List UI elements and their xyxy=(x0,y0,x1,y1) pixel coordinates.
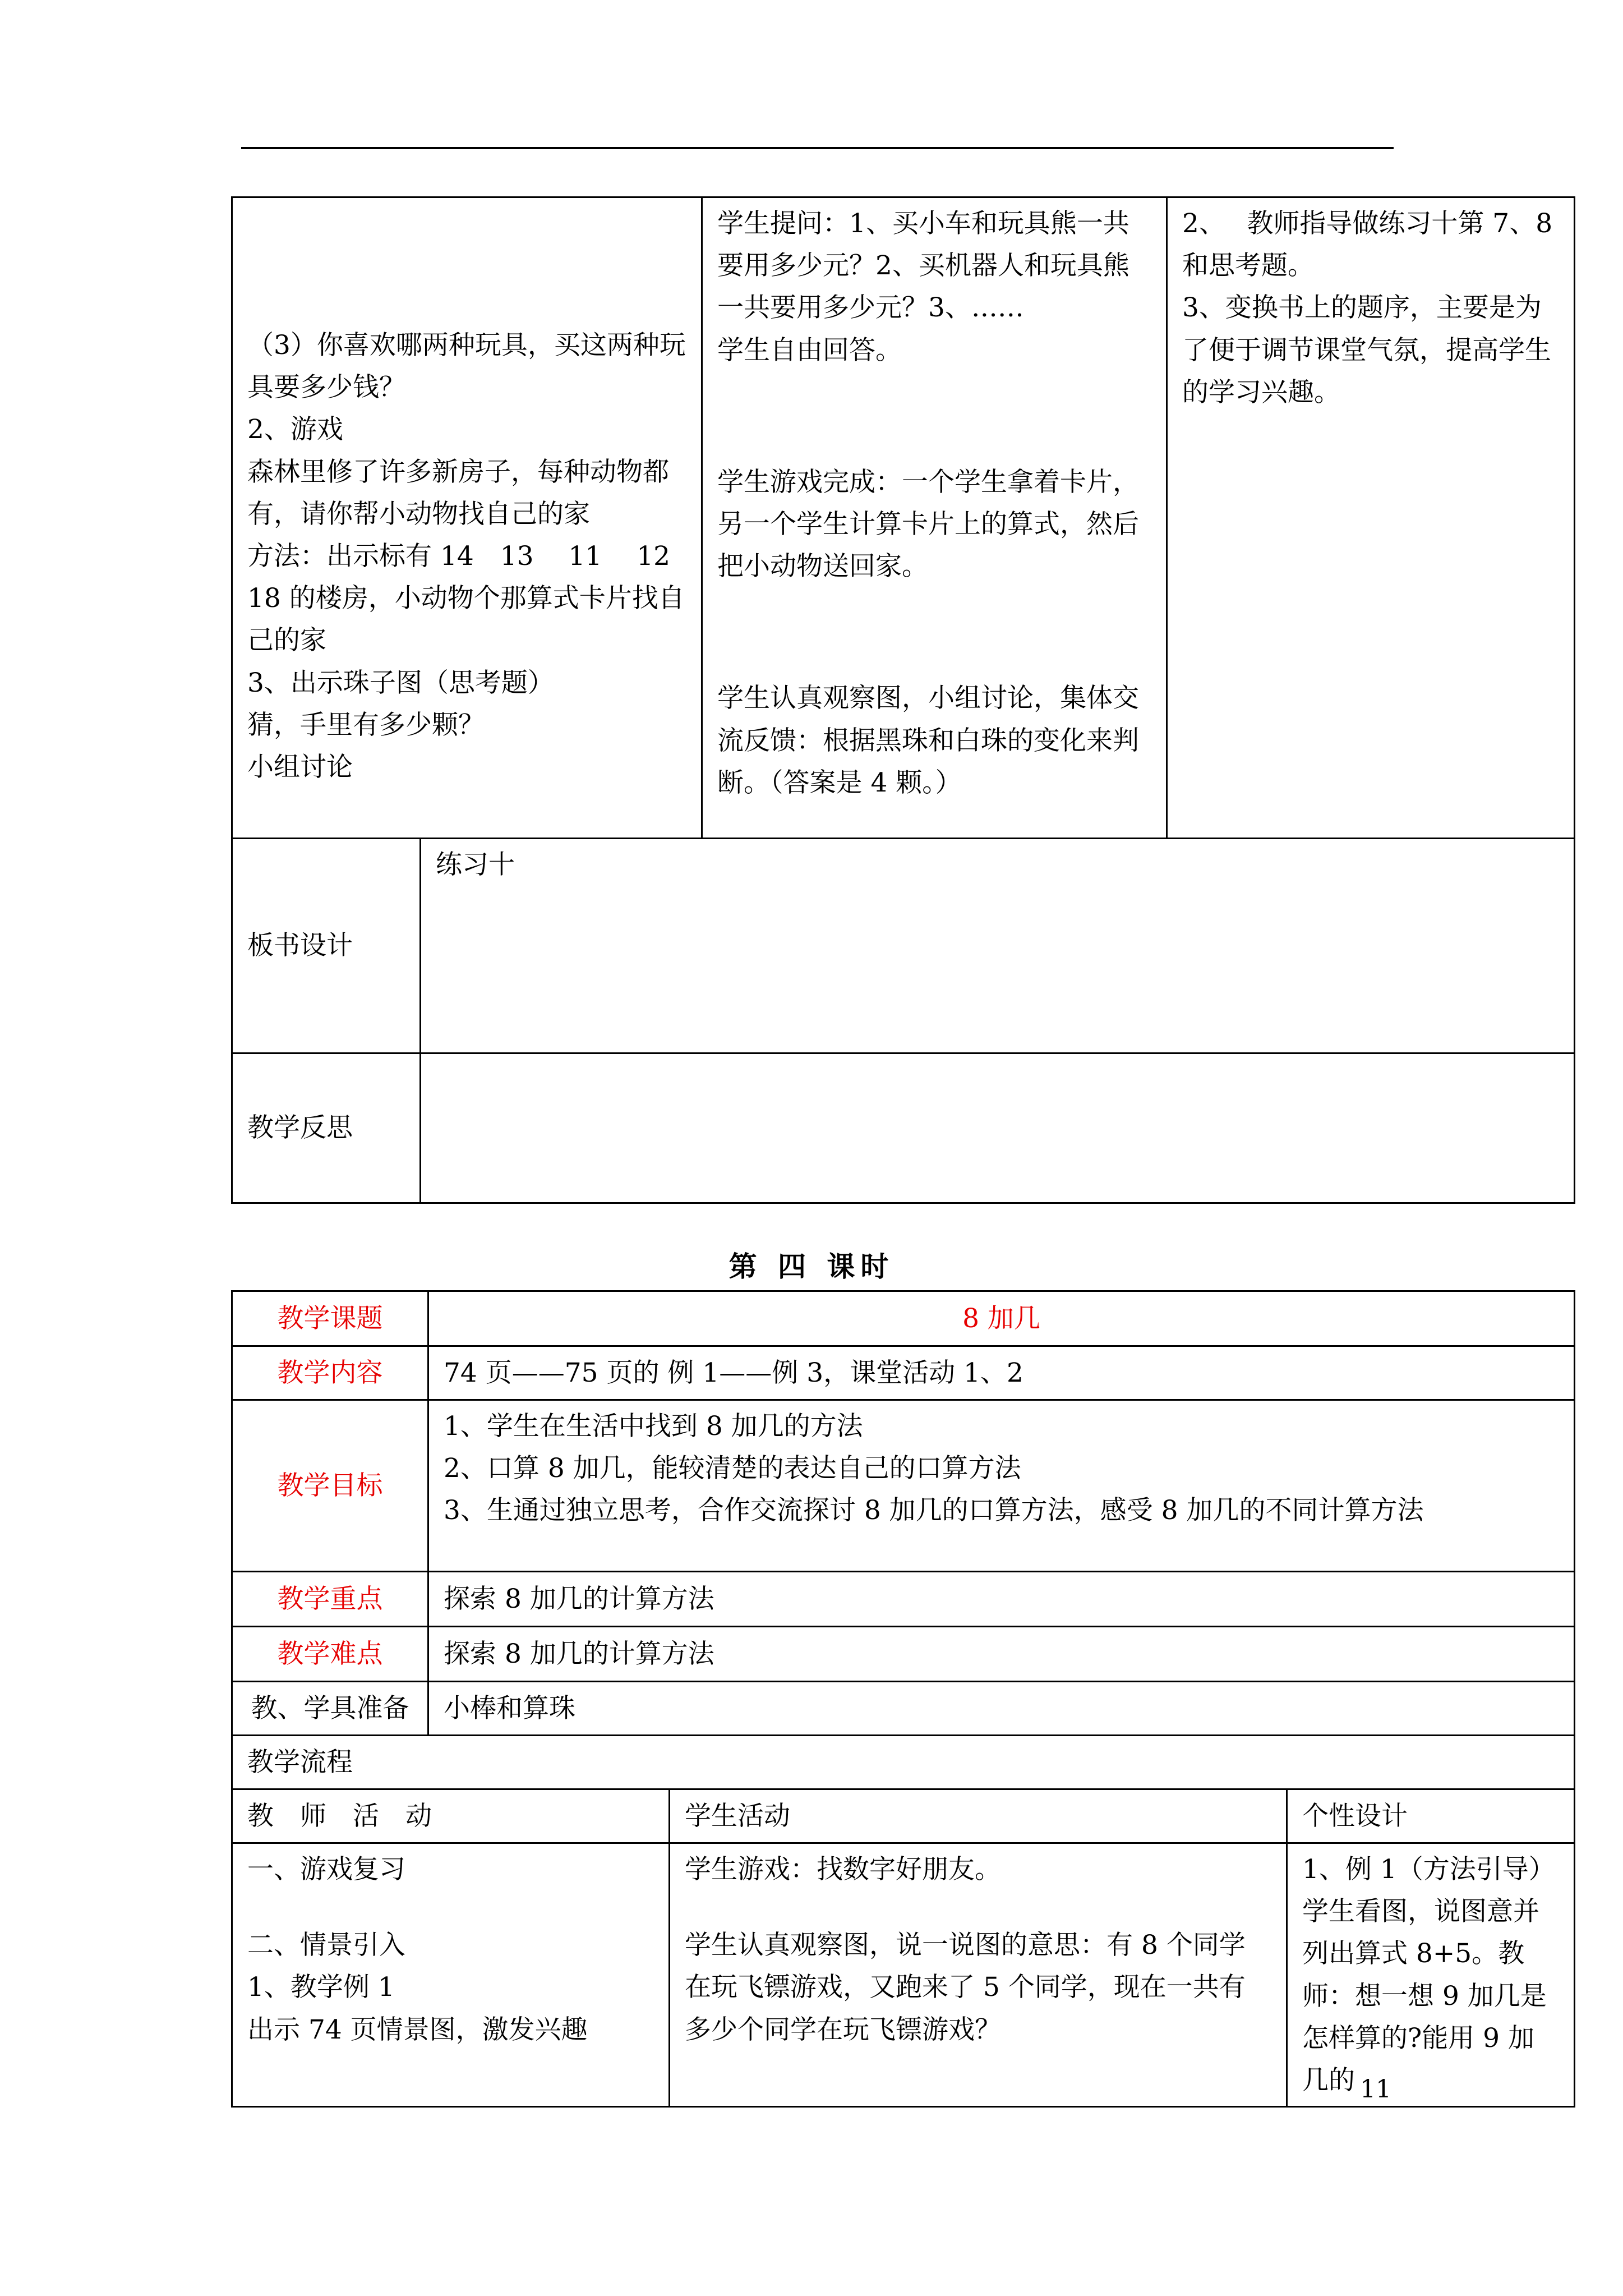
lesson-table xyxy=(231,1290,1575,2108)
header-rule xyxy=(241,147,1394,149)
topic-label: 教学课题 xyxy=(232,1291,428,1346)
flow-row xyxy=(232,1736,1575,1789)
board-design-content: 练习十 xyxy=(421,839,1575,1053)
teacher-activity-header: 教 师 活 动 xyxy=(232,1789,670,1843)
goals-label: 教学目标 xyxy=(232,1400,428,1572)
activities-row xyxy=(232,197,1575,839)
text-line: 学生提问：1、买小车和玩具熊一共要用多少元？2、买机器人和玩具熊一共要用多少元？3、…… xyxy=(717,208,1129,324)
teacher-activity-body xyxy=(232,1843,670,2107)
text-line: 方法：出示标有 14 13 11 12 18 的楼房，小动物个那算式卡片找自己的家 xyxy=(247,540,697,656)
text-line: 2、 教师指导做练习十第 7、8 和思考题。 xyxy=(1182,208,1553,282)
difficulty-row xyxy=(232,1627,1575,1682)
text-line: （3）你喜欢哪两种玩具，买这两种玩具要多少钱？ xyxy=(247,330,686,403)
key-point-value: 探索 8 加几的计算方法 xyxy=(428,1572,1575,1627)
topic-row xyxy=(232,1291,1575,1346)
text-line: 学生游戏完成：一个学生拿着卡片，另一个学生计算卡片上的算式，然后把小动物送回家。 xyxy=(717,466,1140,582)
text-line: 学生自由回答。 xyxy=(717,334,902,366)
text-line: 猜，手里有多少颗？ xyxy=(247,709,485,740)
page-number: 11 xyxy=(1360,2075,1391,2104)
text-line: 学生认真观察图，说一说图的意思：有 8 个同学在玩飞镖游戏，又跑来了 5 个同学，现在一共有多少个同学在玩飞镖游戏？ xyxy=(685,1930,1246,2045)
teacher-activity-cell xyxy=(232,197,702,839)
reflection-content xyxy=(421,1053,1575,1203)
student-activity-body xyxy=(670,1843,1287,2107)
section-title: 第 四 课时 xyxy=(728,1250,895,1283)
reflection-row xyxy=(232,1053,1575,1203)
key-point-label: 教学重点 xyxy=(232,1572,428,1627)
content-value: 74 页——75 页的 例 1——例 3，课堂活动 1、2 xyxy=(428,1346,1575,1400)
personal-design-header: 个性设计 xyxy=(1287,1789,1575,1843)
goal-item: 3、生通过独立思考，合作交流探讨 8 加几的口算方法，感受 8 加几的不同计算方法 xyxy=(444,1495,1424,1526)
difficulty-label: 教学难点 xyxy=(232,1627,428,1682)
text-line: 3、变换书上的题序，主要是为了便于调节课堂气氛，提高学生的学习兴趣。 xyxy=(1182,292,1552,408)
flow-body-row xyxy=(232,1843,1575,2107)
goal-item: 2、口算 8 加几，能较清楚的表达自己的口算方法 xyxy=(444,1453,1021,1484)
flow-label: 教学流程 xyxy=(232,1736,1575,1789)
personal-design-body: 1、例 1（方法引导）学生看图，说图意并列出算式 8+5。教师：想一想 9 加几是怎样算的?能用 9 加几的 xyxy=(1287,1843,1575,2107)
text-line: 学生游戏：找数字好朋友。 xyxy=(685,1854,1001,1885)
student-activity-cell xyxy=(702,197,1167,839)
text-line: 二、情景引入 xyxy=(247,1930,405,1961)
key-point-row xyxy=(232,1572,1575,1627)
content-row xyxy=(232,1346,1575,1400)
goal-item: 1、学生在生活中找到 8 加几的方法 xyxy=(444,1411,863,1442)
board-design-label: 板书设计 xyxy=(232,839,421,1053)
difficulty-value: 探索 8 加几的计算方法 xyxy=(428,1627,1575,1682)
topic-value: 8 加几 xyxy=(428,1291,1575,1346)
prep-row xyxy=(232,1682,1575,1736)
text-line: 小组讨论 xyxy=(247,751,353,783)
text-line: 森林里修了许多新房子，每种动物都有，请你帮小动物找自己的家 xyxy=(247,456,669,530)
goals-value xyxy=(428,1400,1575,1572)
prep-label: 教、学具准备 xyxy=(232,1682,428,1736)
flow-header-row xyxy=(232,1789,1575,1843)
goals-row xyxy=(232,1400,1575,1572)
continuation-table xyxy=(231,196,1575,1204)
text-line: 3、出示珠子图（思考题） xyxy=(247,667,554,698)
text-line: 2、游戏 xyxy=(247,414,343,445)
reflection-label: 教学反思 xyxy=(232,1053,421,1203)
content-label: 教学内容 xyxy=(232,1346,428,1400)
text-line: 一、游戏复习 xyxy=(247,1854,405,1885)
text-line: 学生认真观察图，小组讨论，集体交流反馈：根据黑珠和白珠的变化来判断。（答案是 4 颗。） xyxy=(717,683,1140,798)
student-activity-header: 学生活动 xyxy=(670,1789,1287,1843)
text-line: 1、教学例 1 xyxy=(247,1972,395,2003)
prep-value: 小棒和算珠 xyxy=(428,1682,1575,1736)
board-design-row xyxy=(232,839,1575,1053)
personal-design-cell xyxy=(1167,197,1575,839)
text-line: 出示 74 页情景图，激发兴趣 xyxy=(247,2014,588,2045)
